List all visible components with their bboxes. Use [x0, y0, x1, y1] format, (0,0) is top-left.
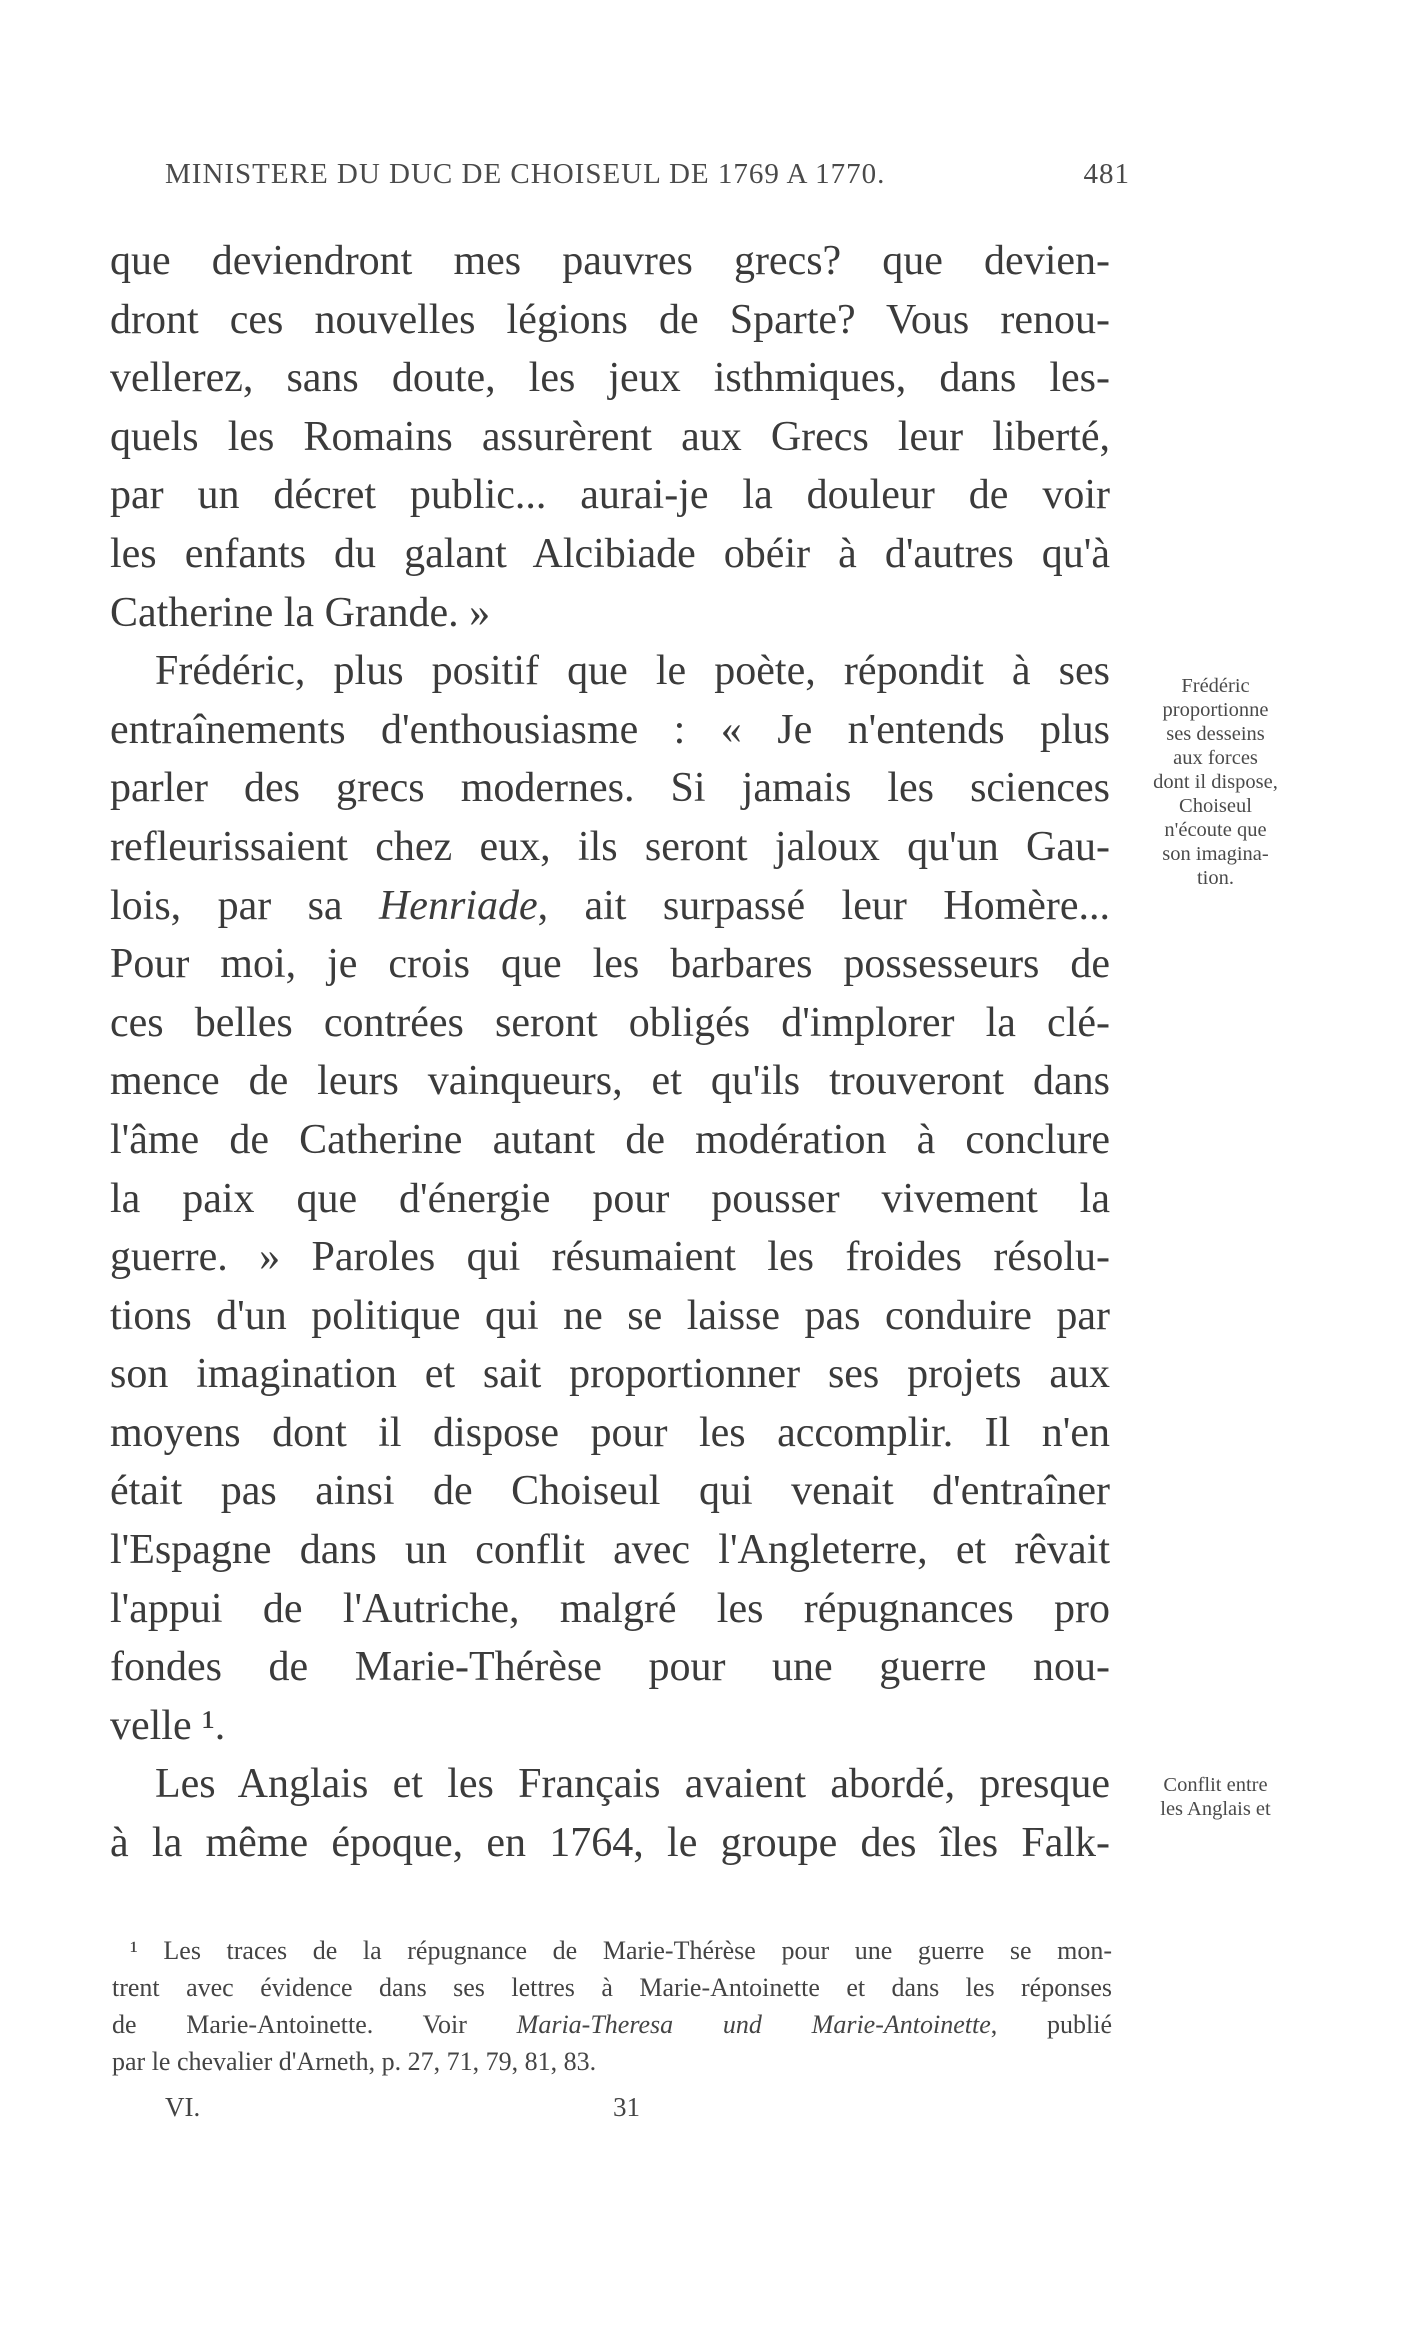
- body-line: la paix que d'énergie pour pousser vivement la: [110, 1175, 1110, 1222]
- italic-title-henriade: Henriade: [378, 882, 538, 929]
- body-line: mence de leurs vainqueurs, et qu'ils trouveront dans: [110, 1058, 1110, 1105]
- body-line: Catherine la Grande. »: [110, 589, 491, 636]
- body-line: refleurissaient chez eux, ils seront jaloux qu'un Gau-: [110, 823, 1110, 870]
- margin-note-line: ses desseins: [1166, 723, 1265, 745]
- margin-note-line: Frédéric: [1181, 675, 1250, 697]
- footnote-line: ¹ Les traces de la répugnance de Marie-Thérèse pour une guerre se mon-: [130, 1936, 1112, 1965]
- footnote-line: trent avec évidence dans ses lettres à Marie-Antoinette et dans les réponses: [112, 1973, 1112, 2002]
- running-head: [165, 158, 1130, 198]
- body-line: l'appui de l'Autriche, malgré les répugnances pro: [110, 1585, 1110, 1632]
- margin-note-line: aux forces: [1173, 747, 1258, 769]
- footnotes: [112, 1932, 1112, 2080]
- body-line: fondes de Marie-Thérèse pour une guerre nou-: [110, 1644, 1110, 1691]
- body-line: velle ¹.: [110, 1702, 226, 1749]
- body-line: quels les Romains assurèrent aux Grecs leur liberté,: [110, 413, 1110, 460]
- body-line: l'Espagne dans un conflit avec l'Angleterre, et rêvait: [110, 1527, 1110, 1574]
- body-line: l'âme de Catherine autant de modération à conclure: [110, 1116, 1110, 1163]
- body-line: par un décret public... aurai-je la douleur de voir: [110, 472, 1110, 519]
- body-line: Pour moi, je crois que les barbares possesseurs de: [110, 941, 1110, 988]
- body-line-start: lois, par sa: [110, 882, 379, 929]
- body-line: dront ces nouvelles légions de Sparte? Vous renou-: [110, 296, 1110, 343]
- signature-line: [165, 2092, 1025, 2128]
- italic-title-maria-theresa: Maria-Theresa und Marie-Antoinette: [516, 2010, 991, 2039]
- margin-note-conflit: [1108, 1773, 1323, 1821]
- body-line-end: , ait surpassé leur Homère...: [537, 882, 1111, 929]
- margin-note-line: n'écoute que: [1164, 819, 1267, 841]
- margin-note-line: les Anglais et: [1160, 1798, 1271, 1820]
- body-line: ces belles contrées seront obligés d'implorer la clé-: [110, 999, 1110, 1046]
- margin-note-line: tion.: [1196, 867, 1235, 889]
- running-title: MINISTERE DU DUC DE CHOISEUL DE 1769 A 1770.: [165, 158, 886, 190]
- footnote-line-start: de Marie-Antoinette. Voir: [112, 2010, 517, 2039]
- sheet-signature: 31: [613, 2092, 640, 2122]
- body-line: vellerez, sans doute, les jeux isthmiques, dans les-: [110, 355, 1110, 402]
- body-line: parler des grecs modernes. Si jamais les sciences: [110, 765, 1110, 812]
- body-line: Les Anglais et les Français avaient abordé, presque: [155, 1761, 1110, 1808]
- volume-number: VI.: [165, 2092, 201, 2122]
- page-number: 481: [1083, 158, 1130, 190]
- body-line: moyens dont il dispose pour les accomplir. Il n'en: [110, 1409, 1110, 1456]
- body-line-with-italic: [110, 877, 1110, 936]
- body-text: [110, 232, 1110, 1873]
- body-line: les enfants du galant Alcibiade obéir à d'autres qu'à: [110, 530, 1110, 577]
- footnote-line: par le chevalier d'Arneth, p. 27, 71, 79, 81, 83.: [112, 2047, 597, 2076]
- body-line: guerre. » Paroles qui résumaient les froides résolu-: [110, 1234, 1110, 1281]
- body-line: que deviendront mes pauvres grecs? que devien-: [110, 238, 1110, 284]
- body-line: à la même époque, en 1764, le groupe des îles Falk-: [110, 1820, 1110, 1867]
- margin-note-line: dont il dispose,: [1153, 771, 1278, 793]
- margin-note-line: Conflit entre: [1163, 1774, 1268, 1796]
- footnote-line-end: , publié: [990, 2010, 1112, 2039]
- body-line: entraînements d'enthousiasme : « Je n'entends plus: [110, 706, 1110, 753]
- body-line: tions d'un politique qui ne se laisse pas conduire par: [110, 1292, 1110, 1339]
- body-line: était pas ainsi de Choiseul qui venait d'entraîner: [110, 1468, 1110, 1515]
- margin-note-line: son imagina-: [1162, 843, 1269, 865]
- margin-note-line: Choiseul: [1179, 795, 1252, 817]
- margin-note-line: proportionne: [1162, 699, 1269, 721]
- footnote-line-with-italic: [112, 2006, 1112, 2043]
- margin-note-frederic: [1108, 674, 1323, 890]
- body-line: son imagination et sait proportionner ses projets aux: [110, 1351, 1110, 1398]
- body-line: Frédéric, plus positif que le poète, répondit à ses: [155, 648, 1110, 695]
